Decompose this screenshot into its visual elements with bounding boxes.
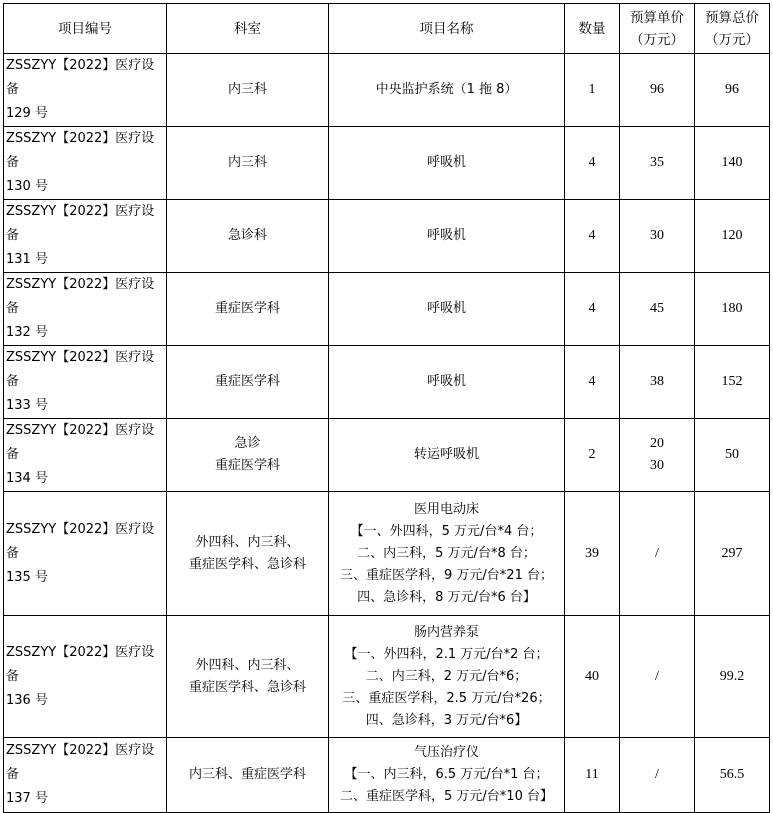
project-name-cell xyxy=(329,738,565,813)
department-cell xyxy=(167,127,329,200)
project-name-line: 呼吸机 xyxy=(426,301,466,316)
unit-price-cell xyxy=(620,273,695,346)
header-total-price xyxy=(695,4,770,54)
total-price-value: 180 xyxy=(721,301,743,316)
project-id-cell xyxy=(4,738,167,813)
project-name-line: 二、内三科，5 万元/台*8 台； xyxy=(357,545,536,561)
header-quantity: 数量 xyxy=(565,4,620,54)
header-total-price-line2: （万元） xyxy=(705,31,759,48)
unit-price-cell xyxy=(620,492,695,616)
department-cell xyxy=(167,346,329,419)
project-name-line: 转运呼吸机 xyxy=(413,447,479,462)
total-price-cell xyxy=(695,346,770,419)
table-row xyxy=(4,616,770,738)
unit-price-value: 96 xyxy=(650,82,664,97)
project-id-line1: ZSSZYY【2022】医疗设备 xyxy=(6,644,155,684)
quantity-value: 4 xyxy=(588,374,596,389)
unit-price-cell xyxy=(620,419,695,492)
project-name-cell xyxy=(329,200,565,273)
quantity-value: 40 xyxy=(585,668,599,684)
header-department: 科室 xyxy=(167,4,329,54)
project-name-line: 四、急诊科，3 万元/台*6】 xyxy=(365,712,528,728)
project-id-cell xyxy=(4,200,167,273)
total-price-cell xyxy=(695,54,770,127)
project-id-line1: ZSSZYY【2022】医疗设备 xyxy=(6,350,155,389)
project-name-line: 三、重症医学科，2.5 万元/台*26； xyxy=(342,690,551,706)
quantity-cell xyxy=(565,200,620,273)
budget-table xyxy=(3,3,770,813)
project-name-line: 呼吸机 xyxy=(426,374,466,389)
unit-price-value: / xyxy=(655,545,659,561)
total-price-cell xyxy=(695,127,770,200)
unit-price-cell xyxy=(620,127,695,200)
project-name-cell xyxy=(329,492,565,616)
department-line: 急诊 xyxy=(234,436,261,451)
unit-price-value: 20 xyxy=(650,436,664,451)
quantity-value: 1 xyxy=(588,82,596,97)
table-row xyxy=(4,200,770,273)
department-cell xyxy=(167,738,329,813)
header-project-id: 项目编号 xyxy=(4,4,167,54)
header-total-price-line1: 预算总价 xyxy=(705,9,759,26)
department-line: 重症医学科、急诊科 xyxy=(188,556,306,572)
quantity-cell xyxy=(565,127,620,200)
total-price-value: 99.2 xyxy=(719,668,745,684)
quantity-value: 4 xyxy=(588,228,596,243)
project-id-line1: ZSSZYY【2022】医疗设备 xyxy=(6,743,155,782)
project-id-line1: ZSSZYY【2022】医疗设备 xyxy=(6,277,155,316)
total-price-cell xyxy=(695,492,770,616)
quantity-cell xyxy=(565,273,620,346)
project-name-cell xyxy=(329,127,565,200)
total-price-value: 297 xyxy=(721,545,743,561)
project-id-cell xyxy=(4,616,167,738)
project-id-line2: 130 号 xyxy=(6,179,48,194)
project-id-line2: 131 号 xyxy=(6,252,48,267)
project-name-cell xyxy=(329,346,565,419)
project-id-cell xyxy=(4,492,167,616)
quantity-value: 4 xyxy=(588,155,596,170)
project-id-line1: ZSSZYY【2022】医疗设备 xyxy=(6,131,155,170)
project-id-line1: ZSSZYY【2022】医疗设备 xyxy=(6,204,155,243)
project-id-line1: ZSSZYY【2022】医疗设备 xyxy=(6,521,155,561)
unit-price-cell xyxy=(620,346,695,419)
department-line: 内三科、重症医学科 xyxy=(188,767,306,782)
quantity-value: 2 xyxy=(588,447,596,462)
header-unit-price-line1: 预算单价 xyxy=(630,9,684,26)
department-line: 内三科 xyxy=(227,155,267,170)
unit-price-value: 45 xyxy=(650,301,664,316)
project-name-cell xyxy=(329,419,565,492)
table-row xyxy=(4,738,770,813)
unit-price-cell xyxy=(620,616,695,738)
department-line: 外四科、内三科、 xyxy=(195,657,300,673)
quantity-value: 39 xyxy=(585,545,599,561)
quantity-cell xyxy=(565,492,620,616)
project-name-cell xyxy=(329,54,565,127)
total-price-cell xyxy=(695,616,770,738)
project-name-line: 二、重症医学科，5 万元/台*10 台】 xyxy=(340,789,553,804)
project-name-line: 中央监护系统（1 拖 8） xyxy=(375,82,518,97)
total-price-cell xyxy=(695,738,770,813)
department-cell xyxy=(167,54,329,127)
unit-price-value: / xyxy=(655,668,659,684)
unit-price-cell xyxy=(620,738,695,813)
department-line: 重症医学科 xyxy=(214,458,280,473)
project-id-cell xyxy=(4,127,167,200)
table-row xyxy=(4,346,770,419)
project-id-line2: 132 号 xyxy=(6,325,48,340)
total-price-value: 56.5 xyxy=(719,767,745,782)
department-line: 重症医学科、急诊科 xyxy=(188,679,306,695)
project-id-cell xyxy=(4,54,167,127)
unit-price-cell xyxy=(620,54,695,127)
total-price-cell xyxy=(695,200,770,273)
total-price-cell xyxy=(695,419,770,492)
table-row xyxy=(4,492,770,616)
project-name-line: 二、内三科，2 万元/台*6； xyxy=(365,668,528,684)
project-name-cell xyxy=(329,273,565,346)
project-id-line2: 136 号 xyxy=(6,692,48,708)
header-unit-price-line2: （万元） xyxy=(630,31,684,48)
department-line: 重症医学科 xyxy=(214,374,280,389)
project-id-line2: 135 号 xyxy=(6,569,48,585)
project-id-line2: 134 号 xyxy=(6,471,48,486)
total-price-value: 120 xyxy=(721,228,743,243)
project-name-line: 呼吸机 xyxy=(426,155,466,170)
quantity-cell xyxy=(565,54,620,127)
header-project-name: 项目名称 xyxy=(329,4,565,54)
total-price-value: 152 xyxy=(721,374,743,389)
project-name-line: 【一、外四科，5 万元/台*4 台； xyxy=(350,523,543,539)
quantity-cell xyxy=(565,419,620,492)
total-price-cell xyxy=(695,273,770,346)
quantity-cell xyxy=(565,346,620,419)
unit-price-cell xyxy=(620,200,695,273)
department-cell xyxy=(167,492,329,616)
department-line: 内三科 xyxy=(227,82,267,97)
project-id-cell xyxy=(4,273,167,346)
department-line: 重症医学科 xyxy=(214,301,280,316)
project-name-line: 医用电动床 xyxy=(413,501,479,517)
total-price-value: 50 xyxy=(725,447,739,462)
project-id-line2: 133 号 xyxy=(6,398,48,413)
project-name-line: 三、重症医学科，9 万元/台*21 台； xyxy=(340,567,553,583)
quantity-cell xyxy=(565,738,620,813)
table-row xyxy=(4,54,770,127)
table-row xyxy=(4,419,770,492)
project-name-line: 【一、内三科，6.5 万元/台*1 台； xyxy=(344,767,549,782)
department-cell xyxy=(167,200,329,273)
quantity-value: 11 xyxy=(585,767,599,782)
department-cell xyxy=(167,273,329,346)
project-id-cell xyxy=(4,419,167,492)
project-id-line1: ZSSZYY【2022】医疗设备 xyxy=(6,58,155,97)
project-name-line: 肠内营养泵 xyxy=(413,624,479,640)
department-cell xyxy=(167,616,329,738)
unit-price-value: 30 xyxy=(650,458,664,473)
unit-price-value: 30 xyxy=(650,228,664,243)
unit-price-value: / xyxy=(655,767,659,782)
project-id-cell xyxy=(4,346,167,419)
department-cell xyxy=(167,419,329,492)
quantity-value: 4 xyxy=(588,301,596,316)
project-name-cell xyxy=(329,616,565,738)
project-name-line: 【一、外四科，2.1 万元/台*2 台； xyxy=(344,646,549,662)
project-id-line1: ZSSZYY【2022】医疗设备 xyxy=(6,423,155,462)
project-name-line: 呼吸机 xyxy=(426,228,466,243)
table-row xyxy=(4,273,770,346)
header-row xyxy=(4,4,770,54)
total-price-value: 140 xyxy=(721,155,743,170)
header-unit-price xyxy=(620,4,695,54)
department-line: 外四科、内三科、 xyxy=(195,534,300,550)
total-price-value: 96 xyxy=(725,82,739,97)
quantity-cell xyxy=(565,616,620,738)
project-name-line: 四、急诊科，8 万元/台*6 台】 xyxy=(357,589,536,605)
department-line: 急诊科 xyxy=(227,228,267,243)
project-id-line2: 137 号 xyxy=(6,791,48,806)
project-name-line: 气压治疗仪 xyxy=(413,745,479,760)
unit-price-value: 35 xyxy=(650,155,664,170)
table-row xyxy=(4,127,770,200)
table-body xyxy=(4,54,770,813)
project-id-line2: 129 号 xyxy=(6,106,48,121)
unit-price-value: 38 xyxy=(650,374,664,389)
